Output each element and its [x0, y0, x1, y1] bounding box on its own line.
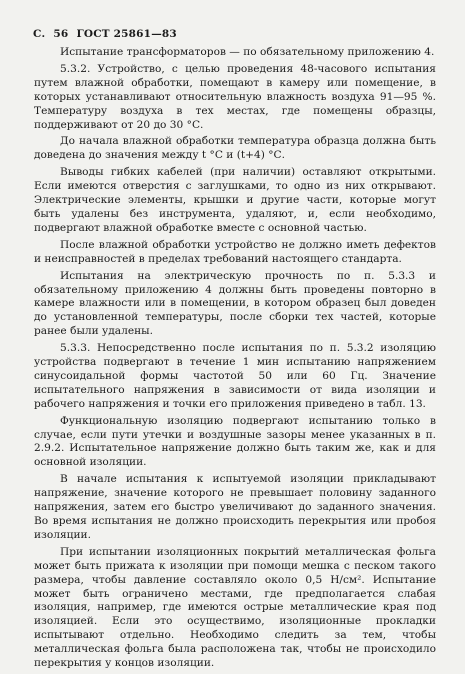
paragraph: Функциональную изоляцию подвергают испытанию только в случае, если пути утечки и воздушные зазоры менее указанных в п. 2.9.2. Испытательное напряжение должно быть таким же, как и для основной изоляции. [34, 414, 436, 469]
paragraph: 5.3.2. Устройство, с целью проведения 48-часового испытания путем влажной обработки, помещают в камеру или помещение, в которых устанавливают относительную влажность воздуха 91—95 %. Температуру воздуха в тех местах, где помещены образцы, поддерживают от 20 до 30 °С. [34, 62, 436, 131]
paragraph: 5.3.3. Непосредственно после испытания по п. 5.3.2 изоляцию устройства подвергают в течение 1 мин испытанию напряжением синусоидальной формы частотой 50 или 60 Гц. Значение испытательного напряжения в зависимости от вида изоляции и рабочего напряжения и точки его приложения приведено в табл. 13. [34, 342, 436, 410]
page-header [33, 28, 185, 40]
paragraph: Испытания на электрическую прочность по п. 5.3.3 и обязательному приложению 4 должны быть проведены повторно в камере влажности или в помещении, в котором образец был доведен до установленной температуры, после сборки тех частей, которые ранее были удалены. [34, 269, 436, 338]
paragraph: Выводы гибких кабелей (при наличии) оставляют открытыми. Если имеются отверстия с заглушками, то одно из них открывают. Электрические элементы, крышки и другие части, которые могут быть удалены без инструмента, удаляют, и, если необходимо, подвергают влажной обработке вместе с основной частью. [34, 166, 436, 234]
paragraph: До начала влажной обработки температура образца должна быть доведена до значения между t °С и (t+4) °С. [34, 135, 436, 162]
standard-code: ГОСТ 25861—83 [76, 28, 177, 40]
paragraph: В начале испытания к испытуемой изоляции прикладывают напряжение, значение которого не превышает половину заданного напряжения, затем его быстро увеличивают до заданного значения. Во время испытания не должно происходить перекрытия или пробоя изоляции. [34, 473, 436, 541]
paragraph: При испытании изоляционных покрытий металлическая фольга может быть прижата к изоляции при помощи мешка с песком такого размера, чтобы давление составляло около 0,5 Н/см². Испытание может быть ограничено местами, где предполагается слабая изоляция, например, где имеются острые металлические края под изоляцией. Если это осуществимо, изоляционные прокладки испытывают отдельно. Необходимо следить за тем, чтобы металлическая фольга была расположена так, чтобы не происходило перекрытия у концов изоляции. [34, 545, 436, 670]
page-letter: С. [33, 28, 46, 40]
page-number: 56 [53, 28, 69, 40]
paragraph: Испытание трансформаторов — по обязательному приложению 4. [60, 46, 435, 58]
paragraph: После влажной обработки устройство не должно иметь дефектов и неисправностей в пределах требований настоящего стандарта. [34, 238, 436, 265]
body-text [34, 46, 436, 674]
